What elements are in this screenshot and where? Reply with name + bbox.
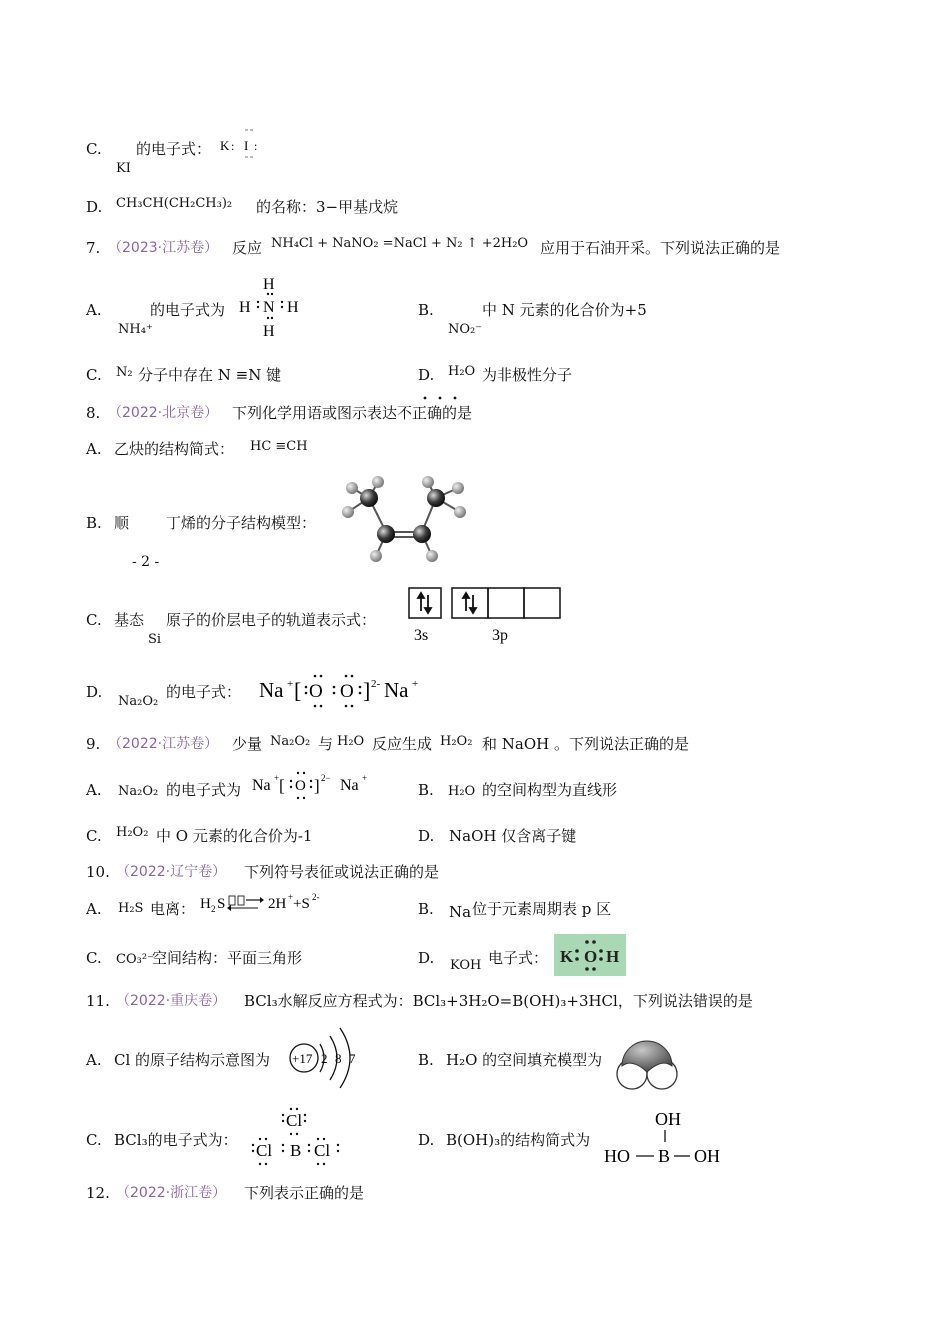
q8-stem: 下列化学用语或图示表达不正确的是 (232, 404, 473, 422)
nucleus-charge: +17 (292, 1051, 313, 1066)
q10-d-label: D. (418, 949, 435, 967)
koh-electron-formula (554, 934, 626, 976)
svg-text:H: H (263, 323, 275, 340)
q6-option-d-formula: CH₃CH(CH₂CH₃)₂ (116, 196, 233, 211)
svg-text:O: O (340, 681, 354, 702)
q7-post: 应用于石油开采。下列说法正确的是 (540, 239, 781, 257)
svg-text:Cl: Cl (314, 1141, 331, 1160)
q12-source: （2022·浙江卷） (116, 1185, 227, 1201)
q12-stem: 下列表示正确的是 (244, 1184, 365, 1202)
q11-number: 11. (86, 992, 110, 1010)
q7-d-text: 为非极性分子 (482, 366, 573, 384)
svg-text:+: + (412, 678, 419, 690)
q11-d-text: B(OH)₃的结构简式为 (446, 1131, 591, 1149)
q8-b-text1: 顺 (114, 514, 130, 532)
q11-c-text: BCl₃的电子式为： (114, 1131, 238, 1149)
h2s-ionization-equation (198, 888, 328, 918)
svg-text:B: B (658, 1146, 671, 1166)
q12-number: 12. (86, 1184, 110, 1202)
q9-mid1: 与 (318, 735, 334, 753)
q8-a-label: A. (86, 440, 102, 458)
svg-text:B: B (290, 1141, 302, 1160)
q9-f3: H₂O₂ (440, 734, 473, 749)
q9-mid2: 反应生成 (372, 735, 433, 753)
svg-text::: : (254, 139, 258, 153)
svg-text:OH: OH (694, 1146, 720, 1166)
svg-text:2: 2 (211, 904, 216, 914)
water-space-filling-model (612, 1036, 682, 1094)
svg-text:Na: Na (384, 678, 409, 702)
svg-text:2-: 2- (371, 678, 381, 690)
q9-post: 和 NaOH 。下列说法正确的是 (482, 735, 689, 753)
svg-text:OH: OH (655, 1109, 681, 1129)
q10-c-formula: CO₃²⁻ (116, 952, 154, 967)
q10-d-text: 电子式： (488, 949, 549, 967)
q7-equation: NH₄Cl + NaNO₂ =NaCl + N₂ ↑ +2H₂O (271, 236, 529, 251)
q9-c-label: C. (86, 827, 102, 845)
q8-c-text2: 原子的价层电子的轨道表示式： (166, 611, 377, 629)
q8-a-text: 乙炔的结构简式： (114, 440, 235, 458)
svg-text:+: + (288, 892, 294, 902)
q7-c-text: 分子中存在 N ≡N 键 (138, 366, 282, 384)
shell-1-electrons: 2 (321, 1051, 328, 1066)
q10-b-label: B. (418, 900, 434, 918)
svg-text:+: + (362, 773, 368, 783)
q10-b-formula: Na (449, 903, 472, 921)
svg-text:Na: Na (252, 777, 271, 794)
q9-c-formula: H₂O₂ (116, 825, 149, 840)
q10-source: （2022·辽宁卷） (116, 864, 227, 880)
q9-a-formula: Na₂O₂ (118, 784, 159, 799)
q7-b-formula: NO₂⁻ (448, 322, 483, 337)
q9-d-text: NaOH 仅含离子键 (449, 827, 577, 845)
svg-text:H: H (263, 276, 275, 293)
svg-text:[: [ (279, 776, 285, 795)
q11-source: （2022·重庆卷） (116, 993, 227, 1009)
q11-b-label: B. (418, 1051, 434, 1069)
svg-text:]: ] (314, 776, 320, 795)
ki-k-symbol: K (220, 138, 230, 153)
shell-3-electrons: 7 (349, 1051, 356, 1066)
q10-stem: 下列符号表征或说法正确的是 (244, 863, 440, 881)
q6-option-c-label: C. (86, 140, 102, 158)
orbital-3s-label: 3s (414, 627, 429, 644)
na2o2-electron-formula-q9 (250, 768, 378, 804)
q7-d-label: D. (418, 366, 435, 384)
q7-a-text: 的电子式为 (150, 301, 226, 319)
q9-a-text: 的电子式为 (166, 781, 242, 799)
svg-text:H: H (606, 947, 620, 966)
q10-a-text: 电离： (150, 900, 196, 918)
svg-text:Cl: Cl (286, 1111, 303, 1130)
svg-text:K: K (560, 947, 574, 966)
svg-text:Na: Na (340, 777, 359, 794)
q10-b-text: 位于元素周期表 p 区 (472, 900, 612, 918)
q7-b-text: 中 N 元素的化合价为+5 (482, 301, 647, 319)
q11-stem: BCl₃水解反应方程式为：BCl₃+3H₂O=B(OH)₃+3HCl，下列说法错误的是 (244, 992, 753, 1010)
q11-a-label: A. (86, 1051, 102, 1069)
q7-b-label: B. (418, 301, 434, 319)
svg-text:+: + (287, 678, 294, 690)
nh4-electron-formula (236, 272, 308, 344)
q7-c-label: C. (86, 366, 102, 384)
svg-text:O: O (295, 778, 306, 794)
q7-pre: 反应 (232, 239, 263, 257)
na2o2-electron-formula-q8 (256, 668, 426, 712)
q8-source: （2022·北京卷） (108, 405, 219, 421)
q9-b-text: 的空间构型为直线形 (482, 781, 618, 799)
q8-a-formula: HC ≡CH (250, 439, 308, 454)
svg-text:O: O (584, 947, 598, 966)
svg-text:[: [ (294, 678, 302, 703)
svg-text:S: S (217, 896, 226, 912)
q8-d-formula: Na₂O₂ (118, 694, 159, 709)
q9-source: （2022·江苏卷） (108, 736, 219, 752)
svg-text::: : (231, 139, 235, 153)
emphasis-dots (420, 394, 460, 402)
cl-atom-structure-diagram (284, 1022, 364, 1094)
q7-source: （2023·江苏卷） (108, 240, 219, 256)
q8-number: 8. (86, 404, 101, 422)
q9-number: 9. (86, 735, 101, 753)
q9-f2: H₂O (337, 734, 365, 749)
q10-a-formula: H₂S (118, 901, 144, 916)
svg-text:H: H (200, 896, 211, 912)
q9-d-label: D. (418, 827, 435, 845)
shell-2-electrons: 8 (335, 1051, 342, 1066)
q8-d-label: D. (86, 683, 103, 701)
bcl3-electron-formula (250, 1106, 346, 1168)
svg-text:2H: 2H (268, 896, 287, 912)
q11-a-text: Cl 的原子结构示意图为 (114, 1051, 271, 1069)
q9-b-formula: H₂O (448, 784, 476, 799)
q9-pre: 少量 (232, 735, 263, 753)
svg-text:H: H (287, 299, 299, 316)
page-number: - 2 - (132, 554, 160, 570)
q7-a-label: A. (86, 301, 102, 319)
q7-number: 7. (86, 239, 101, 257)
ki-electron-formula (214, 126, 264, 162)
q9-c-text: 中 O 元素的化合价为-1 (156, 827, 313, 845)
q11-c-label: C. (86, 1131, 102, 1149)
svg-text:Na: Na (259, 678, 284, 702)
q6-option-c-text: 的电子式： (136, 140, 212, 158)
svg-text:2−: 2− (321, 773, 331, 783)
svg-text:]: ] (363, 678, 371, 703)
cis-butene-ball-stick-model (336, 474, 472, 574)
q11-d-label: D. (418, 1131, 435, 1149)
q7-a-formula: NH₄⁺ (118, 322, 153, 337)
q6-option-c-formula: KI (116, 161, 131, 176)
svg-text:O: O (309, 681, 323, 702)
q8-c-label: C. (86, 611, 102, 629)
svg-text:+S: +S (293, 896, 310, 912)
q8-b-label: B. (86, 514, 102, 532)
q8-c-formula: Si (148, 632, 162, 647)
q9-a-label: A. (86, 781, 102, 799)
orbital-3p-label: 3p (492, 627, 508, 644)
q10-number: 10. (86, 863, 110, 881)
q6-option-d-text: 的名称：3−甲基戊烷 (256, 198, 399, 216)
q7-d-formula: H₂O (448, 364, 476, 379)
q10-c-text: 空间结构：平面三角形 (152, 949, 303, 967)
ki-i-symbol: I (244, 138, 249, 153)
q9-b-label: B. (418, 781, 434, 799)
q10-d-formula: KOH (450, 958, 482, 973)
q8-d-text: 的电子式： (166, 683, 242, 701)
q6-option-d-label: D. (86, 198, 103, 216)
q8-c-text1: 基态 (114, 611, 145, 629)
q10-a-label: A. (86, 900, 102, 918)
svg-text:2-: 2- (312, 892, 320, 902)
q9-f1: Na₂O₂ (270, 734, 311, 749)
svg-text:HO: HO (604, 1146, 630, 1166)
boh3-structural-formula (602, 1104, 728, 1166)
svg-text:+: + (274, 773, 280, 783)
q7-c-formula: N₂ (116, 365, 133, 380)
svg-text:Cl: Cl (256, 1141, 273, 1160)
q8-b-text2: 丁烯的分子结构模型： (166, 514, 317, 532)
q11-b-text: H₂O 的空间填充模型为 (446, 1051, 603, 1069)
svg-text:N: N (263, 299, 275, 316)
si-orbital-diagram (406, 585, 562, 647)
q10-c-label: C. (86, 949, 102, 967)
svg-text:H: H (239, 299, 251, 316)
